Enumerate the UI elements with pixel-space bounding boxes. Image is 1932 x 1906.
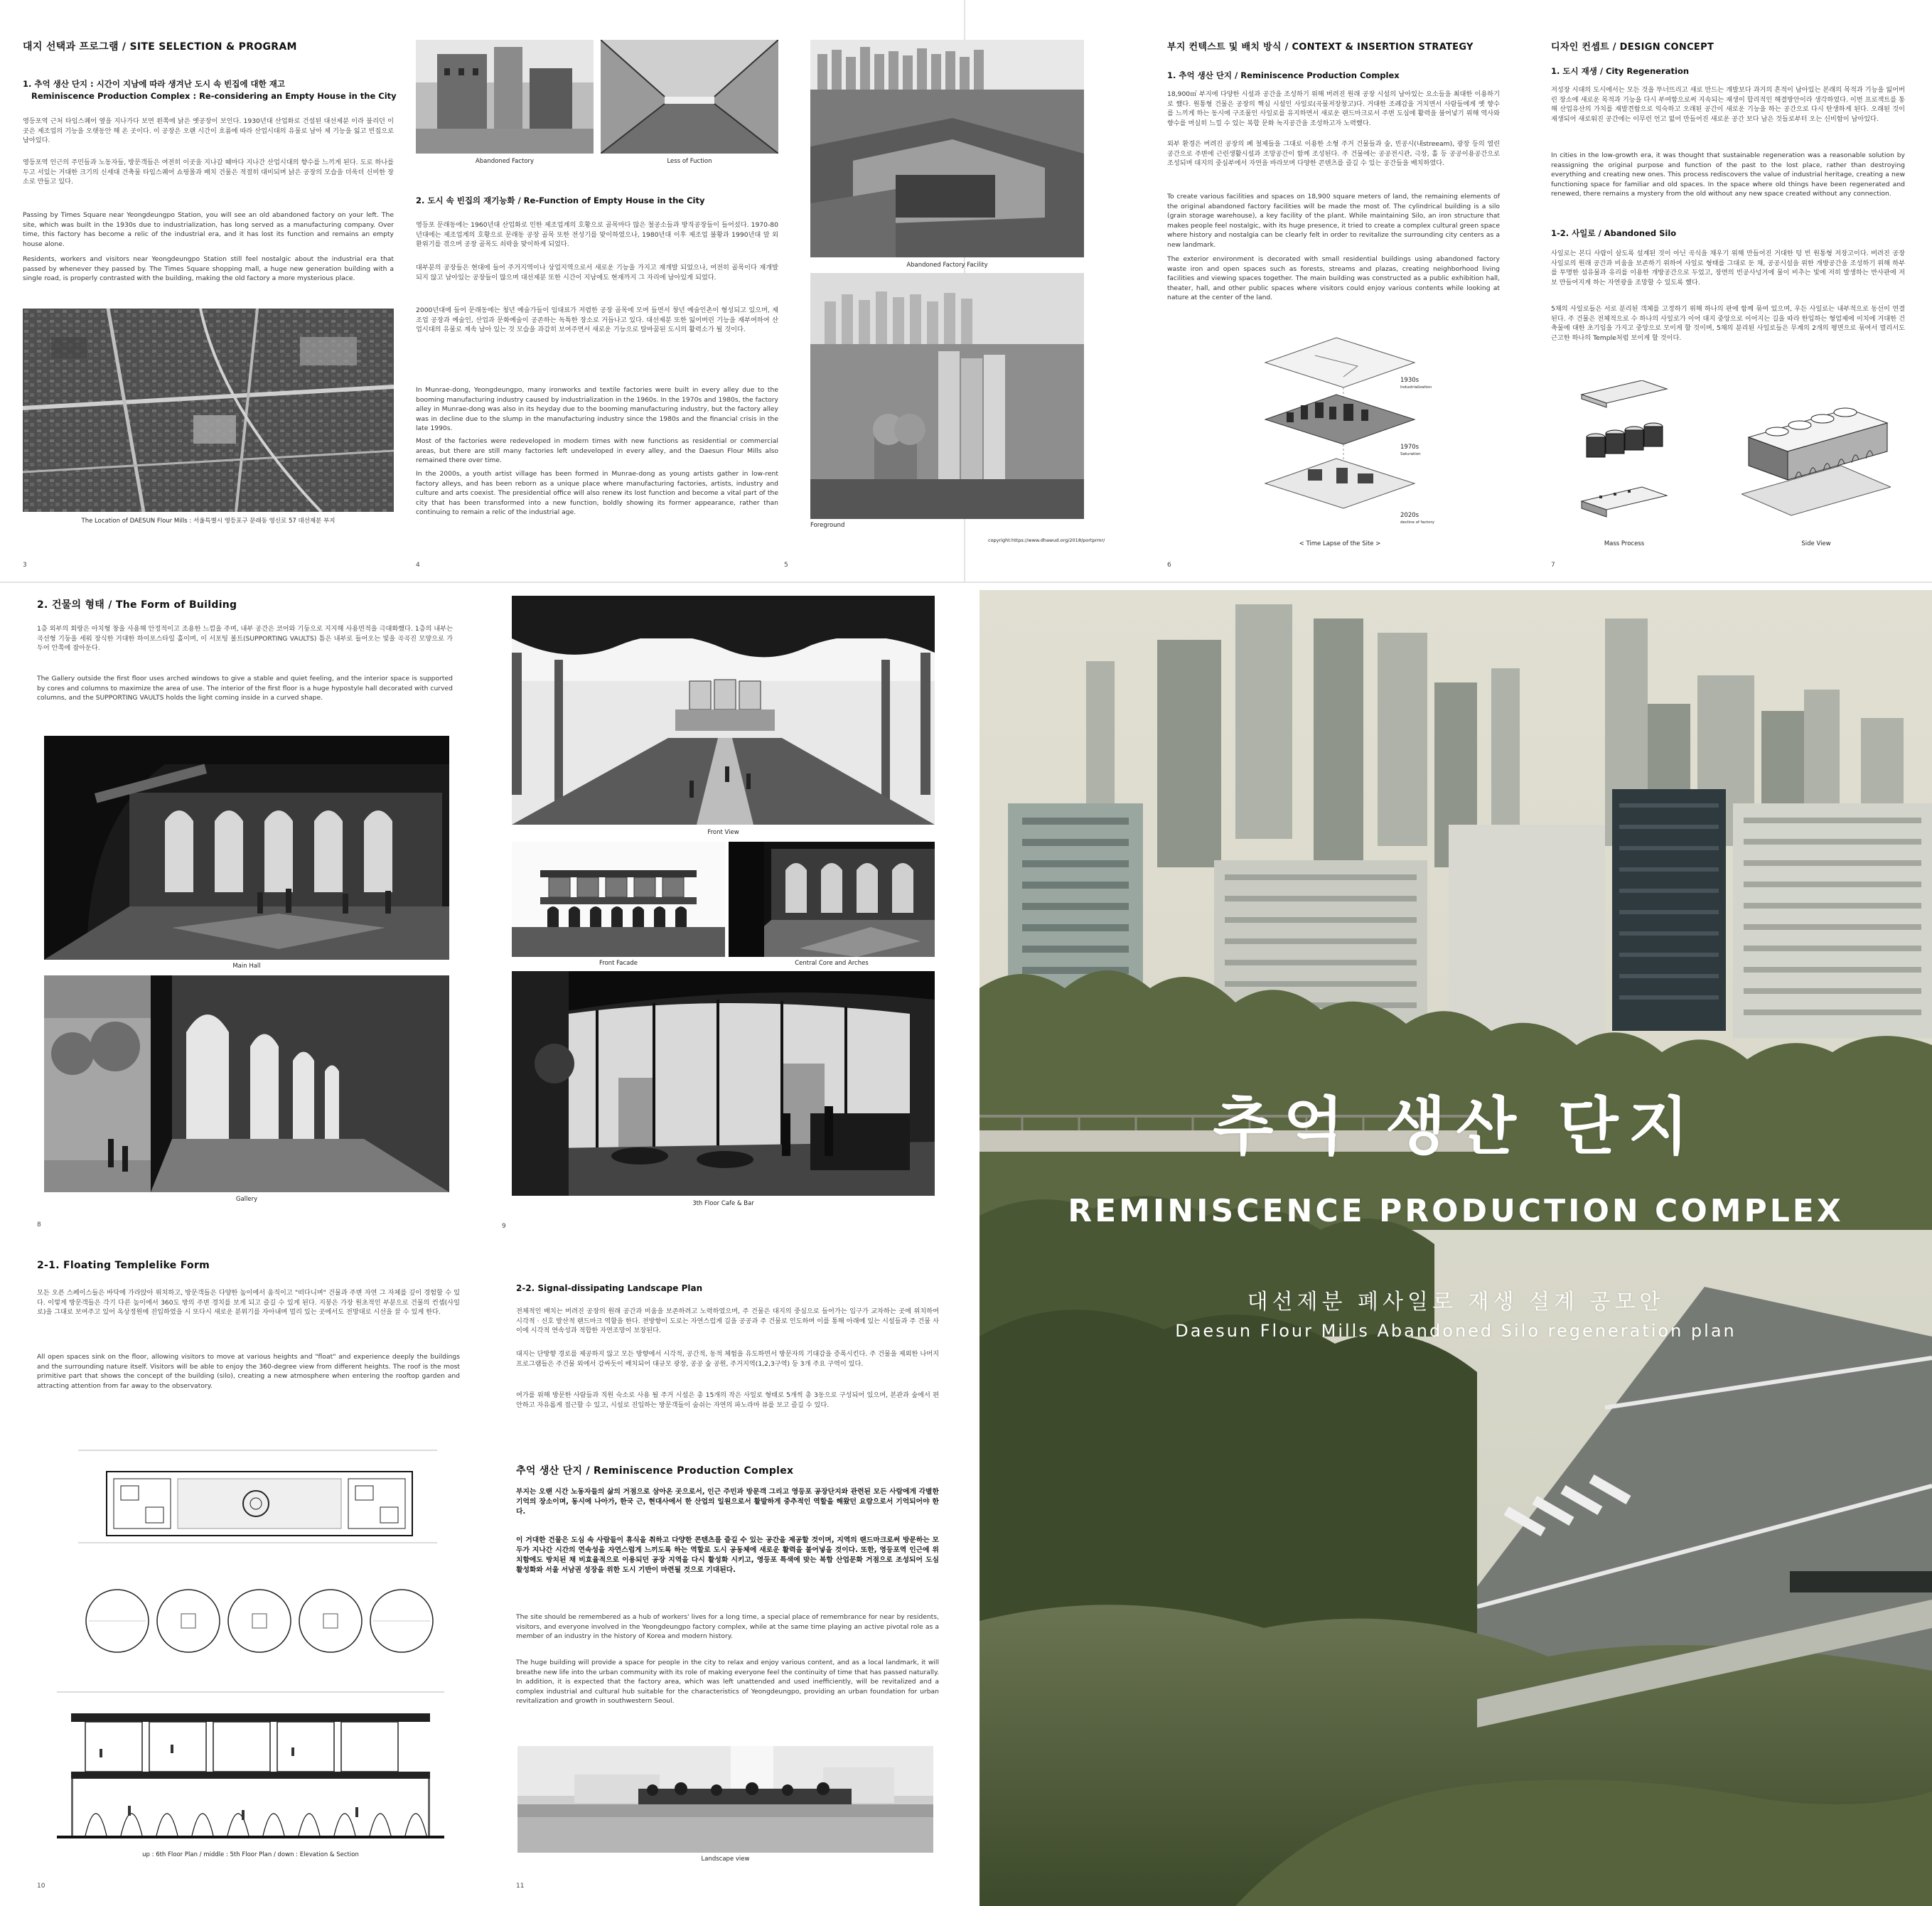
paragraph: 영등포 문래동에는 1960년대 산업화로 인한 제조업계의 호황으로 골목마다 많은 철공소들과 방직공장들이 들어섰다. 1970-80년대에는 제조업계의 호황으로 문래동 공장 골목 또한 전성기를 맞이하였으나, 1980년대 이후 제조업 불황과 1990년대 말 외환위기를 겪으며 공장 골목도 쇠락을 맞이하게 되었다. bbox=[416, 221, 778, 248]
page-number: 9 bbox=[502, 1223, 506, 1230]
page-heading: 디자인 컨셉트 / DESIGN CONCEPT bbox=[1551, 42, 1714, 53]
page-heading: 2. 건물의 형태 / The Form of Building bbox=[37, 599, 237, 611]
paragraph: 영등포역 근처 타임스퀘어 옆을 지나가다 보면 왼쪽에 낡은 옛공장이 보인다. 1930년대 산업화로 건설된 대선제분 이라 불리던 이곳은 제조업의 기능을 오랫동안 해 온 곳이다. 이 공장은 오랜 시간이 흐름에 따라 산업시대의 유물로 남아 제 기능을 잃고 빈집으로 남아있다. bbox=[23, 117, 394, 144]
page-number: 5 bbox=[784, 562, 788, 569]
paragraph: 5채의 사일로들은 서로 분리된 객체를 고정하기 위해 하나의 판에 함께 묶여 있으며, 우든 사일로는 내부적으로 동선이 연결된다. 주 건물은 전체적으로 수 하나의 사일로가 이어 대지 중앙으로 이어지는 길을 따라 한입하는 형엄제에 이치에 거대한 건축물에 대한 초기임을 가지고 중앙으로 모이게 할 것이며, 5채의 분리된 사일로들은 무계의 2개의 평면으로 묶여서 멀리서도 근고한 하나의 Temple처럼 보이게 할 것이다. bbox=[1551, 305, 1905, 342]
paragraph: 영등포역 인근의 주민들과 노동자들, 방문객들은 여전히 이곳을 지나갈 때마다 지나간 산업시대의 향수를 느끼게 된다. 도로 하나를 두고 서있는 거대한 크기의 신세대 건축물 타임스퀘어 쇼핑몰과 배치 건물은 적절히 대비되며 낡은 공장의 모습을 더욱더 신비한 장소로 만들고 있다. bbox=[23, 159, 394, 186]
diagram-sublabel: Industrialization bbox=[1400, 385, 1432, 390]
main-hall-render bbox=[44, 736, 449, 960]
paragraph: 외부 환경은 버려진 공장의 폐 철제들을 그대로 이용한 소형 주거 건물들과 숲, 빈공시(내streeam), 광장 등의 열린 공간으로 주변에 근린생활시설과 조망공간이 함께 조성된다. 주 건물에는 공공전시관, 극장, 홀 등 공공이용공간으로 조성되며 대지의 중심부에서 자연을 바라보며 다양한 콘텐츠를 즐길 수 있는 공간들을 배치하였다. bbox=[1167, 140, 1500, 167]
paragraph: 18,900㎡ 부지에 다양한 시설과 공간을 조성하기 위해 버려진 원래 공장 시설의 남아있는 요소들을 최대한 이용하기로 했다. 원통형 건물은 공장의 핵심 시설인 사일로(곡물저장창고)다. 거대한 조례감을 거치면서 사람들에게 옛 향수를 느끼게 하는 동시에 구조물인 사일로를 유지하면서 새로운 랜드마크로서 주변 도심에 활력을 불어넣기 위해 역사와 향수를 머실히 느낄 수 있는 복합 문화 녹지공간을 조성하고자 노력했다. bbox=[1167, 90, 1500, 127]
paragraph: In the 2000s, a youth artist village has been formed in Munrae-dong as young artists gather in low-rent factory alleys, and has been reborn as a unique place where manufacturing factories, artists, industry and culture and arts coexist. The presidential office will also renew its lost function and become a vital part of the city that has been transformed into a new function, boldly showing its former appearance, rather than continuing to remain a relic of the industrial age. bbox=[416, 470, 778, 516]
central-core-render bbox=[729, 842, 935, 957]
section-title: 1-2. 사일로 / Abandoned Silo bbox=[1551, 228, 1677, 238]
paragraph: Residents, workers and visitors near Yeongdeungpo Station still feel nostalgic about the industrial era that passed by whenever they passed by. The Times Square shopping mall, a huge new generation building with a single road, is properly contrasted with the building, making the old factory a more mysterious place. bbox=[23, 255, 394, 282]
paragraph: All open spaces sink on the floor, allowing visitors to move at various heights and "float" and experience deeply the buildings and the surrounding nature itself. Visitors will be able to enjoy the 360-degree view from different heights. The roof is the most primitive part that shows the concept of the building (silo), creating a new atmosphere when entering the rooftop garden and attracting attention from far away to the observatory. bbox=[37, 1353, 460, 1390]
page-heading: 부지 컨텍스트 및 배치 방식 / CONTEXT & INSERTION STRATEGY bbox=[1167, 42, 1474, 53]
landscape-view-render bbox=[517, 1746, 933, 1853]
drawing-caption: up : 6th Floor Plan / middle : 5th Floor Plan / down : Elevation & Section bbox=[142, 1851, 359, 1858]
paragraph: 여가를 위해 방문한 사람들과 직원 숙소로 사용 될 주거 시설은 총 15개의 작은 사일로 형태로 5개씩 총 3동으로 구성되어 있으며, 본관과 숲에서 편안하고 자유롭게 접근할 수 있고, 시설로 진입하는 방문객들이 숨쉬는 자연의 파노라마 뷰를 보고 즐길 수 있다. bbox=[516, 1391, 939, 1409]
aerial-map-image bbox=[23, 309, 394, 512]
page-number: 10 bbox=[37, 1883, 45, 1890]
diagram-label: 2020s bbox=[1400, 512, 1420, 519]
abandoned-factory-facility-photo bbox=[810, 40, 1084, 257]
diagram-sublabel: Saturation bbox=[1400, 452, 1421, 456]
page-number: 4 bbox=[416, 562, 420, 569]
image-caption: Mass Process bbox=[1604, 540, 1645, 547]
paragraph: The site should be remembered as a hub of workers' lives for a long time, a special place of remembrance for near by residents, visitors, and everyone involved in the Yeongdeungpo factory complex, while at the same time playing an active pivotal role as a member of an industry in the history of Korea and modern history. bbox=[516, 1613, 939, 1640]
section-title: 2. 도시 속 빈집의 재기능화 / Re-Function of Empty House in the City bbox=[416, 196, 705, 205]
cover-cityscape-photo bbox=[980, 590, 1932, 1906]
sixth-floor-plan-drawing bbox=[78, 1443, 437, 1550]
section-title: 1. 도시 재생 / City Regeneration bbox=[1551, 66, 1690, 76]
page-heading: 대지 선택과 프로그램 / SITE SELECTION & PROGRAM bbox=[23, 41, 297, 53]
paragraph: Passing by Times Square near Yeongdeungpo Station, you will see an old abandoned factory on your left. The site, which was built in the 1930s due to industrialization, has long served as a manufacturing company. Over time, this factory has become a relic of the industrial era, and it has lost its function and remains an empty house alone. bbox=[23, 211, 394, 248]
paragraph: 대지는 단방향 경로를 제공하지 않고 모든 방향에서 시각적, 공간적, 동적 체험을 유도하면서 방문자의 기대감을 증폭시킨다. 주 건물을 제외한 나머지 프로그램들은 주건물 외에서 감싸듯이 배치되어 대규모 광장, 공공 숲 공원, 주거지역(1,2,3구역) 등 3개 주요 구역이 있다. bbox=[516, 1350, 939, 1368]
mass-process-diagram bbox=[1578, 380, 1670, 530]
image-caption: The Location of DAESUN Flour Mills : 서울특별시 영등포구 문래동 영신로 57 대선제분 부지 bbox=[81, 518, 336, 525]
divider-h bbox=[0, 582, 1932, 583]
paragraph: 모든 오픈 스페이스들은 바닥에 가라앉아 위치하고, 방문객들은 다양한 높이에서 움직이고 "떠다니며" 건물과 주변 자연 그 자체를 깊이 경험할 수 있다. 이렇게 방문객들은 각기 다른 높이에서 360도 방의 주변 경치를 보게 되고 즐길 수 있게 된다. 지붕은 가장 원초적인 부분으로 건물의 컨셉(사일로)을 그대로 보여주고 있어 옥상정원에 진입하였을 시 또다시 새로운 분위기를 자아내며 멀리 있는 곳에서도 전망대로 시선을 끌 수 있게 한다. bbox=[37, 1289, 460, 1316]
section-title: 1. 추억 생산 단지 / Reminiscence Production Complex bbox=[1167, 70, 1400, 80]
page-number: 11 bbox=[516, 1883, 525, 1890]
front-view-render bbox=[512, 596, 935, 825]
page-heading: 2-1. Floating Templelike Form bbox=[37, 1260, 210, 1271]
diagram-label: 1930s bbox=[1400, 377, 1420, 384]
side-view-diagram bbox=[1742, 395, 1891, 530]
cafe-bar-render bbox=[512, 971, 935, 1196]
paragraph: 저성장 시대의 도시에서는 모든 것을 뚜너뜨리고 새로 만드는 개발보다 과거의 흔적이 남아있는 본래의 목적과 기능을 잃어버린 장소에 새로운 목적과 기능을 다시 부여함으로써 지속되는 재생이 합리적인 해결방안이라 생각하였다. 이번 프로젝트를 통해 산업유산의 가치를 재발견함으로 익숙하고 오래된 공간이 새로운 기능을 하는 공간으로 다시 탄생하게 된다. 오래된 것이 재생되어 새로워진 공간에는 이무런 언고 없어 만들어진 새로운 공간 보다 남은 것들로부터 오는 신비함이 남아있다. bbox=[1551, 86, 1905, 123]
page-number: 3 bbox=[23, 562, 27, 569]
paragraph: Most of the factories were redeveloped in modern times with new functions as residential or commercial areas, but there are still many factories left undeveloped in every alley, and the Daesun Flour Mills also remained there over time. bbox=[416, 437, 778, 464]
image-caption: Side View bbox=[1801, 540, 1831, 547]
image-caption: Abandoned Factory bbox=[475, 158, 535, 165]
paragraph: 1층 외부의 회랑은 아치형 창을 사용해 안정적이고 조용한 느낌을 주며, 내부 공간은 코어와 기둥으로 지지해 사용면적을 극대화했다. 1층의 내부는 곡선형 기둥을 세워 장식한 거대한 하이포스타일 홀이며, 이 서포팅 볼트(SUPPORTING VAULTS) 틈은 내부로 들어오는 빛을 곡곡진 모양으로 가두어 안쪽에 잡아둔다. bbox=[37, 625, 453, 652]
foreground-photo bbox=[810, 273, 1084, 519]
diagram-label: 1970s bbox=[1400, 444, 1420, 451]
image-caption: Front Facade bbox=[599, 960, 638, 967]
page-number: 8 bbox=[37, 1221, 41, 1228]
paragraph: 전체적인 배치는 버려진 공장의 원래 공간과 비움을 보존하려고 노력하였으며, 주 건물은 대지의 중심으로 들어가는 입구가 교차하는 곳에 위치하여 시각적 · 신호 발산적 랜드마크 역할을 한다. 전방향이 도로는 자연스럽게 길을 공공과 주 건물로 인도하며 이를 통해 아래에 있는 시설들과 주 건물 사이에 시각적 연속성과 적합한 자연조망이 보장된다. bbox=[516, 1307, 939, 1334]
cover-title-ko: 추억 생산 단지 bbox=[1213, 1090, 1699, 1163]
section-title-en: Reminiscence Production Complex : Re-considering an Empty House in the City bbox=[31, 91, 397, 101]
fifth-floor-plan-drawing bbox=[82, 1585, 437, 1656]
image-caption: Front View bbox=[707, 829, 739, 836]
paragraph: The huge building will provide a space for people in the city to relax and enjoy various content, and as a local landmark, it will breathe new life into the urban community with its role of making everyone feel the continuity of time that has passed naturally. In addition, it is expected that the factory area, which was left unattended and used inefficiently, will be revitalized and a complex industrial and cultural hub suitable for the characteristics of Yeongdeungpo, providing an urban foundation for urban revitalization and growth in southwestern Seoul. bbox=[516, 1659, 939, 1705]
paragraph: The Gallery outside the first floor uses arched windows to give a stable and quiet feeling, and the interior space is supported by cores and columns to maximize the area of use. The interior of the first floor is a huge hypostyle hall decorated with curved columns, and the SUPPORTING VAULTS holds the light coming inside in a curved shape. bbox=[37, 675, 453, 702]
section-title: 2-2. Signal-dissipating Landscape Plan bbox=[516, 1283, 703, 1293]
section-title: 추억 생산 단지 / Reminiscence Production Complex bbox=[516, 1465, 794, 1477]
abandoned-factory-photo bbox=[416, 40, 594, 154]
image-caption: Central Core and Arches bbox=[795, 960, 869, 967]
image-caption: Landscape view bbox=[701, 1856, 750, 1863]
cover-title-en: REMINISCENCE PRODUCTION COMPLEX bbox=[1068, 1193, 1844, 1229]
image-caption: Less of Fuction bbox=[667, 158, 712, 165]
image-caption: Gallery bbox=[235, 1196, 258, 1203]
paragraph: 사일로는 본디 사람이 살도록 설계된 것이 아닌 곡식을 채우기 위해 만들어진 거대한 텅 빈 원통형 저장고이다. 버려진 공장 사일로의 원래 공간과 비움을 보존하기 위하여 사일로 형태를 그대로 둔 채, 공공시설을 위한 개방공간을 조성하기 위해 하부를 투명한 섬유물과 유리를 이용한 개방공간으로 두었고, 장면의 빈공사넝거에 물이 비추는 빛에 저히 발생하는 반사판에 저보 만들어지게 하는 자연광을 조망할 수 있도록 했다. bbox=[1551, 250, 1905, 287]
image-caption: Main Hall bbox=[232, 963, 261, 970]
paragraph-bold: 부지는 오랜 시간 노동자들의 삶의 거점으로 삼아온 곳으로서, 인근 주민과 방문객 그리고 영등포 공장단지와 관련된 모든 사람에게 각별한 기억의 장소이며, 동시에 나아가, 한국 근, 현대사에서 한 산업의 일원으로서 활발하게 중추적인 역할을 해왔던 요람으로서 기억되어야 한다. bbox=[516, 1488, 939, 1516]
diagram-sublabel: decline of factory bbox=[1400, 520, 1434, 525]
paragraph: In Munrae-dong, Yeongdeungpo, many ironworks and textile factories were built in every alley due to the booming manufacturing industry caused by industrialization in the 1960s. In the 1970s and 1980s, the factory alley in Munrae-dong was also in its heyday due to the booming manufacturing industry, but the factory alley was in decline due to the slump in the manufacturing industry since the 1980s and the financial crisis in the late 1990s. bbox=[416, 386, 778, 432]
gallery-render bbox=[44, 975, 449, 1192]
less-of-function-photo bbox=[601, 40, 778, 154]
image-credit: copyright:https://www.dhawud.org/2018/portprmr/ bbox=[988, 537, 1105, 543]
paragraph: The exterior environment is decorated with small residential buildings using abandoned factory waste iron and open spaces such as forests, streams and plazas, creating neighborhood living facilities and viewing spaces together. The main building was constructed as a public exhibition hall, theater, hall, and other public spaces where visitors could enjoy various contents while looking at nature at the center of the land. bbox=[1167, 255, 1500, 301]
image-caption: 3th Floor Cafe & Bar bbox=[692, 1200, 754, 1207]
image-caption: Abandoned Factory Facility bbox=[906, 262, 988, 269]
paragraph-bold: 이 거대한 건물은 도심 속 사람들이 휴식을 취하고 다양한 콘텐츠를 즐길 수 있는 공간을 제공할 것이며, 지역의 랜드마크로써 방문하는 모두가 지나간 시간의 연속성을 자연스럽게 느끼도록 하는 역할로 도시 공동체에 새로운 활력을 불어넣을 것이다. 또한, 영등포역 인근에 위치함에도 방치된 채 비효율적으로 이용되던 공장 지역을 다시 활성화 시키고, 영등포 특색에 맞는 복합 산업문화 거점으로 조성되어 도심 활성화와 서울 서남권 성장을 위한 도시 기반이 마련될 것으로 기대된다. bbox=[516, 1536, 939, 1574]
elevation-section-drawing bbox=[57, 1685, 444, 1848]
front-facade-render bbox=[512, 842, 725, 957]
paragraph: 2000년대에 들어 문래동에는 청년 예술가들이 임대료가 저렴한 공장 골목에 모여 들면서 창년 예술인촌이 형성되고 있으며, 제조업 공장과 예술인, 산업과 문화예술이 공존하는 독특한 장소로 거듭나고 있다. 대선제분 또한 잃어버린 기능을 재부여하여 산업시대의 유물로 계속 남아 있는 것 모습을 과감히 보여주면서 새로운 기능으로 탈바꿈된 도시의 활력소가 될 것이다. bbox=[416, 306, 778, 333]
paragraph: 대부분의 공장들은 현대에 들어 주거지역이나 상업지역으로서 새로운 기능을 가지고 재개발 되었으나, 여전히 골목이다 재개발되지 않고 남아있는 공장들이 많으며 대선제분 또한 시간이 지남에도 현재까지 그 자리에 남아있게 되었다. bbox=[416, 264, 778, 282]
cover-subtitle-ko: 대선제분 폐사일로 재생 설계 공모안 bbox=[1247, 1290, 1665, 1315]
time-lapse-diagram bbox=[1258, 334, 1422, 526]
section-title-ko: 1. 추억 생산 단지 : 시간이 지남에 따라 생겨난 도시 속 빈집에 대한 재고 bbox=[23, 79, 285, 89]
page-number: 6 bbox=[1167, 562, 1171, 569]
page-number: 7 bbox=[1551, 562, 1555, 569]
diagram-caption: < Time Lapse of the Site > bbox=[1299, 540, 1381, 547]
image-caption: Foreground bbox=[810, 522, 845, 529]
paragraph: In cities in the low-growth era, it was thought that sustainable regeneration was a reasonable solution by reassigning the original purpose and function of the past to the lost place, rather than destroying everything and creating new ones. This process rediscovers the value of industrial heritage, creating a new functioning space for familiar and old spaces. In the space where old things have been regenerated and renewed, there remains a mystery from the old without any new space created without any connection. bbox=[1551, 151, 1905, 198]
paragraph: To create various facilities and spaces on 18,900 square meters of land, the remaining elements of the original abandoned factory facilities will be made the most of. The cylindrical building is a silo (grain storage warehouse), a key facility of the plant. While maintaining Silo, an iron structure that makes people feel nostalgic, with its huge presence, it tried to create a complex cultural green space where history and nostalgia can be clearly felt in order to revitalize the surrounding city centers as a new landmark. bbox=[1167, 193, 1500, 249]
cover-subtitle-en: Daesun Flour Mills Abandoned Silo regeneration plan bbox=[1175, 1321, 1737, 1341]
